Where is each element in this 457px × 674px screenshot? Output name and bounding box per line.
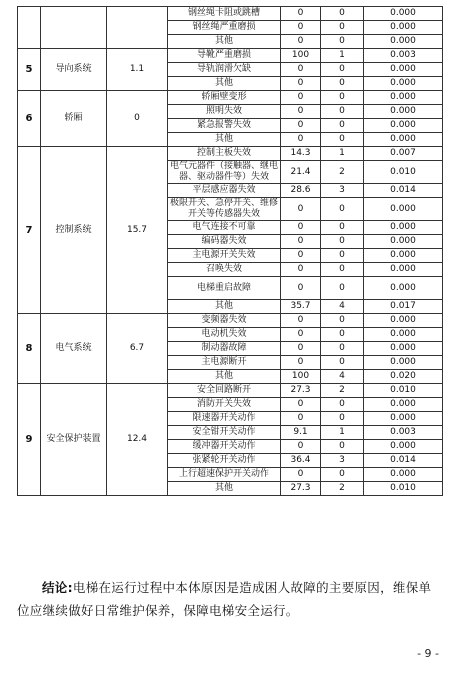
fault-rate-cell: 0.000 [364,249,443,263]
fault-count-cell: 1 [321,49,364,63]
fault-count-cell: 0 [321,249,364,263]
fault-item-cell: 安全钳开关动作 [168,426,281,440]
fault-rate-cell: 0.017 [364,300,443,314]
table-row [18,147,443,161]
fault-percent-cell: 35.7 [281,300,321,314]
fault-rate-cell: 0.000 [364,198,443,221]
system-name-cell: 安全保护装置 [41,384,107,496]
fault-rate-cell: 0.000 [364,314,443,328]
fault-count-cell: 3 [321,454,364,468]
fault-percent-cell: 0 [281,221,321,235]
fault-count-cell: 2 [321,161,364,184]
conclusion-paragraph [17,576,442,622]
system-name-cell: 导向系统 [41,49,107,91]
fault-rate-cell: 0.000 [364,342,443,356]
fault-rate-cell: 0.000 [364,77,443,91]
fault-percent-cell: 0 [281,21,321,35]
fault-item-cell: 其他 [168,35,281,49]
fault-item-cell: 其他 [168,482,281,496]
fault-item-cell: 其他 [168,300,281,314]
fault-item-cell: 张紧轮开关动作 [168,454,281,468]
fault-item-cell: 变频器失效 [168,314,281,328]
system-id-cell: 9 [18,384,41,496]
fault-item-cell: 导轨润滑欠缺 [168,63,281,77]
fault-item-cell: 控制主板失效 [168,147,281,161]
fault-count-cell: 4 [321,370,364,384]
fault-count-cell: 0 [321,63,364,77]
fault-percent-cell: 27.3 [281,482,321,496]
fault-percent-cell: 0 [281,356,321,370]
fault-percent-cell: 0 [281,119,321,133]
fault-item-cell: 消防开关失效 [168,398,281,412]
fault-count-cell: 0 [321,77,364,91]
fault-rate-cell: 0.000 [364,119,443,133]
fault-percent-cell: 0 [281,63,321,77]
fault-count-cell: 0 [321,277,364,300]
fault-item-cell: 导靴严重磨损 [168,49,281,63]
system-name-cell: 电气系统 [41,314,107,384]
fault-item-cell: 其他 [168,77,281,91]
system-name-cell [41,7,107,49]
fault-item-cell: 主电源断开 [168,356,281,370]
fault-item-cell: 极限开关、急停开关、维修开关等传感器失效 [168,198,281,221]
fault-percent-cell: 0 [281,133,321,147]
fault-count-cell: 4 [321,300,364,314]
table-row [18,384,443,398]
fault-rate-cell: 0.000 [364,133,443,147]
fault-item-cell: 其他 [168,370,281,384]
fault-percent-cell: 0 [281,91,321,105]
fault-count-cell: 0 [321,263,364,277]
fault-count-cell: 1 [321,426,364,440]
fault-rate-cell: 0.010 [364,384,443,398]
system-id-cell [18,7,41,49]
fault-percent-cell: 0 [281,277,321,300]
fault-percent-cell: 0 [281,263,321,277]
fault-statistics-table [17,6,443,496]
fault-percent-cell: 0 [281,328,321,342]
fault-item-cell: 电梯重启故障 [168,277,281,300]
fault-item-cell: 平层感应器失效 [168,184,281,198]
fault-rate-cell: 0.010 [364,161,443,184]
fault-rate-cell: 0.000 [364,105,443,119]
conclusion-label: 结论: [42,579,73,595]
fault-rate-cell: 0.000 [364,356,443,370]
table-row [18,7,443,21]
fault-item-cell: 缓冲器开关动作 [168,440,281,454]
fault-item-cell: 紧急报警失效 [168,119,281,133]
fault-rate-cell: 0.014 [364,184,443,198]
fault-item-cell: 安全回路断开 [168,384,281,398]
system-share-cell: 6.7 [107,314,168,384]
fault-percent-cell: 100 [281,49,321,63]
fault-rate-cell: 0.000 [364,221,443,235]
fault-percent-cell: 0 [281,235,321,249]
system-name-cell: 控制系统 [41,147,107,314]
fault-item-cell: 照明失效 [168,105,281,119]
fault-percent-cell: 28.6 [281,184,321,198]
system-id-cell: 7 [18,147,41,314]
fault-item-cell: 制动器故障 [168,342,281,356]
fault-percent-cell: 14.3 [281,147,321,161]
fault-percent-cell: 0 [281,105,321,119]
fault-percent-cell: 0 [281,77,321,91]
fault-percent-cell: 36.4 [281,454,321,468]
fault-percent-cell: 0 [281,398,321,412]
fault-percent-cell: 100 [281,370,321,384]
fault-item-cell: 电动机失效 [168,328,281,342]
table-row [18,91,443,105]
fault-count-cell: 0 [321,412,364,426]
fault-count-cell: 2 [321,482,364,496]
fault-percent-cell: 0 [281,249,321,263]
fault-percent-cell: 0 [281,468,321,482]
table-row [18,49,443,63]
fault-count-cell: 0 [321,221,364,235]
fault-count-cell: 0 [321,314,364,328]
fault-count-cell: 0 [321,133,364,147]
fault-count-cell: 0 [321,398,364,412]
fault-count-cell: 0 [321,119,364,133]
fault-count-cell: 0 [321,468,364,482]
fault-rate-cell: 0.000 [364,412,443,426]
system-share-cell: 1.1 [107,49,168,91]
fault-item-cell: 轿厢壁变形 [168,91,281,105]
fault-rate-cell: 0.003 [364,49,443,63]
fault-rate-cell: 0.000 [364,440,443,454]
fault-rate-cell: 0.000 [364,7,443,21]
fault-count-cell: 0 [321,7,364,21]
table-row [18,314,443,328]
fault-item-cell: 上行超速保护开关动作 [168,468,281,482]
fault-count-cell: 0 [321,198,364,221]
fault-percent-cell: 9.1 [281,426,321,440]
fault-rate-cell: 0.000 [364,398,443,412]
system-id-cell: 6 [18,91,41,147]
fault-percent-cell: 0 [281,198,321,221]
fault-rate-cell: 0.000 [364,35,443,49]
fault-rate-cell: 0.014 [364,454,443,468]
fault-count-cell: 0 [321,328,364,342]
page-number: - 9 - [417,647,439,660]
fault-item-cell: 钢丝绳严重磨损 [168,21,281,35]
fault-percent-cell: 0 [281,314,321,328]
fault-count-cell: 0 [321,21,364,35]
fault-percent-cell: 0 [281,7,321,21]
fault-item-cell: 电气连接不可靠 [168,221,281,235]
fault-item-cell: 限速器开关动作 [168,412,281,426]
fault-count-cell: 0 [321,356,364,370]
fault-count-cell: 3 [321,184,364,198]
fault-percent-cell: 27.3 [281,384,321,398]
fault-percent-cell: 0 [281,412,321,426]
system-id-cell: 5 [18,49,41,91]
fault-count-cell: 0 [321,91,364,105]
fault-item-cell: 编码器失效 [168,235,281,249]
fault-rate-cell: 0.020 [364,370,443,384]
fault-rate-cell: 0.000 [364,21,443,35]
fault-item-cell: 其他 [168,133,281,147]
fault-percent-cell: 0 [281,440,321,454]
fault-percent-cell: 0 [281,342,321,356]
system-name-cell: 轿厢 [41,91,107,147]
conclusion-text: 电梯在运行过程中本体原因是造成困人故障的主要原因，维保单位应继续做好日常维护保养，保障电梯安全运行。 [17,579,432,618]
fault-rate-cell: 0.000 [364,277,443,300]
fault-percent-cell: 0 [281,35,321,49]
fault-rate-cell: 0.007 [364,147,443,161]
fault-count-cell: 0 [321,235,364,249]
system-id-cell: 8 [18,314,41,384]
fault-count-cell: 0 [321,440,364,454]
system-share-cell: 0 [107,91,168,147]
fault-item-cell: 钢丝绳卡阻或跳槽 [168,7,281,21]
fault-rate-cell: 0.003 [364,426,443,440]
fault-rate-cell: 0.000 [364,328,443,342]
fault-rate-cell: 0.000 [364,468,443,482]
fault-item-cell: 电气元器件（接触器、继电器、驱动器件等）失效 [168,161,281,184]
fault-count-cell: 0 [321,35,364,49]
system-share-cell [107,7,168,49]
fault-count-cell: 1 [321,147,364,161]
fault-rate-cell: 0.000 [364,235,443,249]
fault-rate-cell: 0.000 [364,91,443,105]
fault-rate-cell: 0.000 [364,263,443,277]
fault-rate-cell: 0.000 [364,63,443,77]
fault-item-cell: 主电源开关失效 [168,249,281,263]
fault-count-cell: 0 [321,342,364,356]
fault-percent-cell: 21.4 [281,161,321,184]
system-share-cell: 15.7 [107,147,168,314]
fault-count-cell: 0 [321,105,364,119]
fault-count-cell: 2 [321,384,364,398]
system-share-cell: 12.4 [107,384,168,496]
fault-item-cell: 召唤失效 [168,263,281,277]
fault-rate-cell: 0.010 [364,482,443,496]
